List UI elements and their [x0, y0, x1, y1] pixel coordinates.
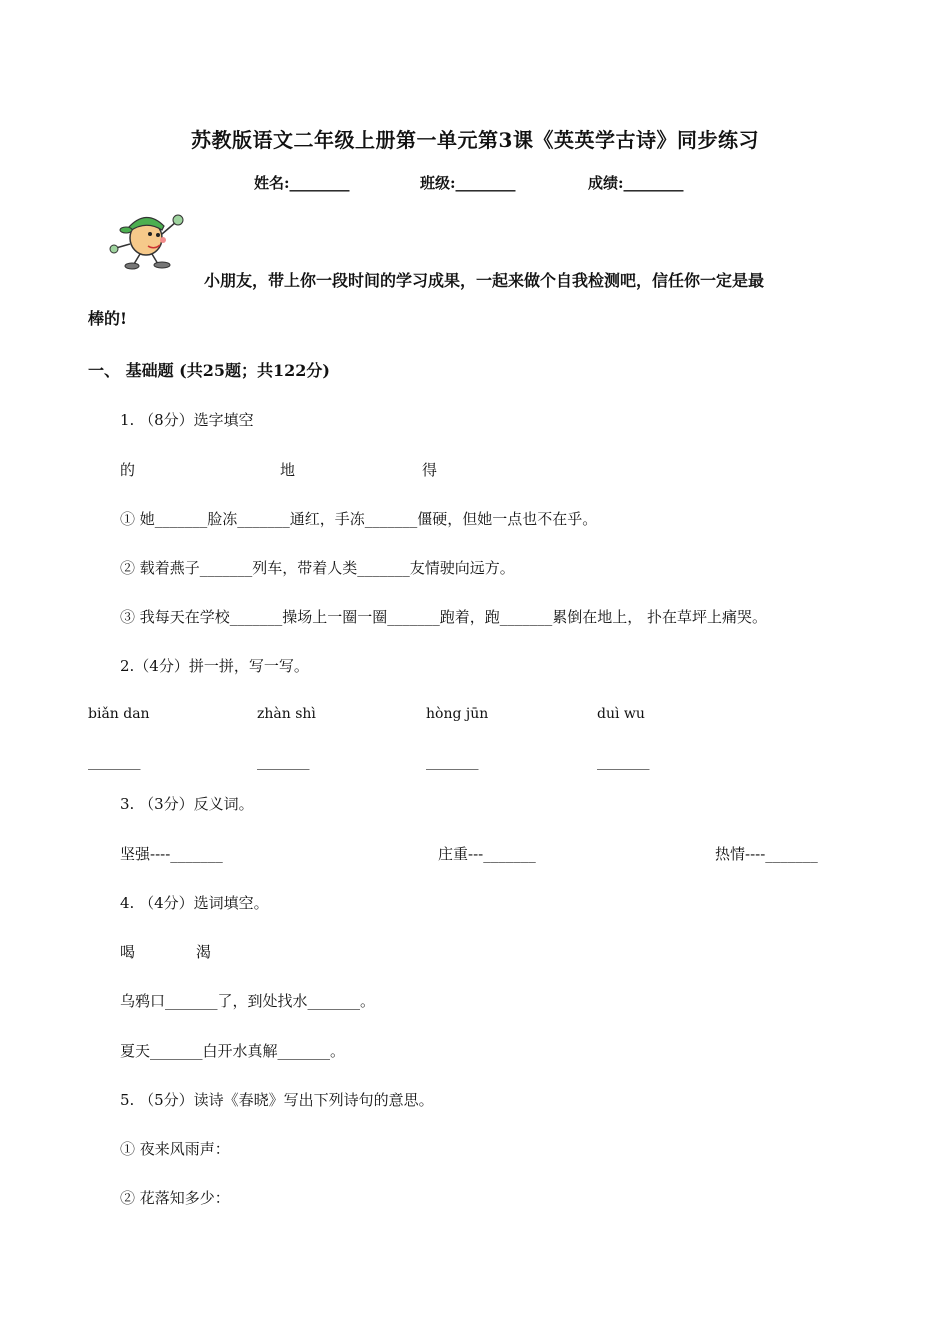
pinyin-item: zhàn shì — [257, 706, 316, 722]
pinyin-item: duì wu — [597, 706, 645, 722]
q5-line-2: ② 花落知多少： — [120, 1189, 230, 1207]
antonym-item: 热情----_______ — [715, 845, 818, 863]
q4-option: 渴 — [196, 943, 212, 961]
question-3-title: 3. （3分）反义词。 — [120, 795, 254, 813]
question-5-title: 5. （5分）读诗《春晓》写出下列诗句的意思。 — [120, 1091, 434, 1109]
q1-option: 得 — [422, 461, 438, 479]
answer-blank: _______ — [426, 752, 479, 770]
answer-blank: _______ — [257, 752, 310, 770]
question-1-title: 1. （8分）选字填空 — [120, 411, 254, 429]
score-field: 成绩:________ — [588, 174, 684, 192]
q1-option: 的 — [120, 461, 136, 479]
answer-blank: _______ — [88, 752, 141, 770]
antonym-item: 庄重---_______ — [438, 845, 536, 863]
pinyin-item: biǎn dan — [88, 706, 150, 722]
pinyin-item: hòng jūn — [426, 706, 489, 722]
page-title: 苏教版语文二年级上册第一单元第3课《英英学古诗》同步练习 — [191, 128, 759, 152]
mascot-illustration — [106, 204, 188, 272]
class-field: 班级:________ — [420, 174, 516, 192]
question-2-title: 2.（4分）拼一拼，写一写。 — [120, 657, 309, 675]
name-field: 姓名:________ — [254, 174, 350, 192]
q4-sentence-2: 夏天_______白开水真解_______。 — [120, 1042, 346, 1060]
q5-line-1: ① 夜来风雨声： — [120, 1140, 230, 1158]
answer-blank: _______ — [597, 752, 650, 770]
intro-line-1: 小朋友，带上你一段时间的学习成果，一起来做个自我检测吧，信任你一定是最 — [204, 271, 765, 290]
q1-sentence-1: ① 她_______脸冻_______通红，手冻_______僵硬，但她一点也不在乎。 — [120, 510, 598, 528]
section-heading: 一、 基础题 (共25题；共122分) — [88, 361, 330, 380]
q4-sentence-1: 乌鸦口_______了，到处找水_______。 — [120, 992, 376, 1010]
q4-option: 喝 — [120, 943, 136, 961]
q1-sentence-3: ③ 我每天在学校_______操场上一圈一圈_______跑着，跑_______累倒在地上， 扑在草坪上痛哭。 — [120, 608, 768, 626]
intro-line-2: 棒的! — [88, 309, 128, 328]
q1-option: 地 — [280, 461, 296, 479]
question-4-title: 4. （4分）选词填空。 — [120, 894, 269, 912]
antonym-item: 坚强----_______ — [120, 845, 223, 863]
q1-sentence-2: ② 载着燕子_______列车，带着人类_______友情驶向远方。 — [120, 559, 515, 577]
